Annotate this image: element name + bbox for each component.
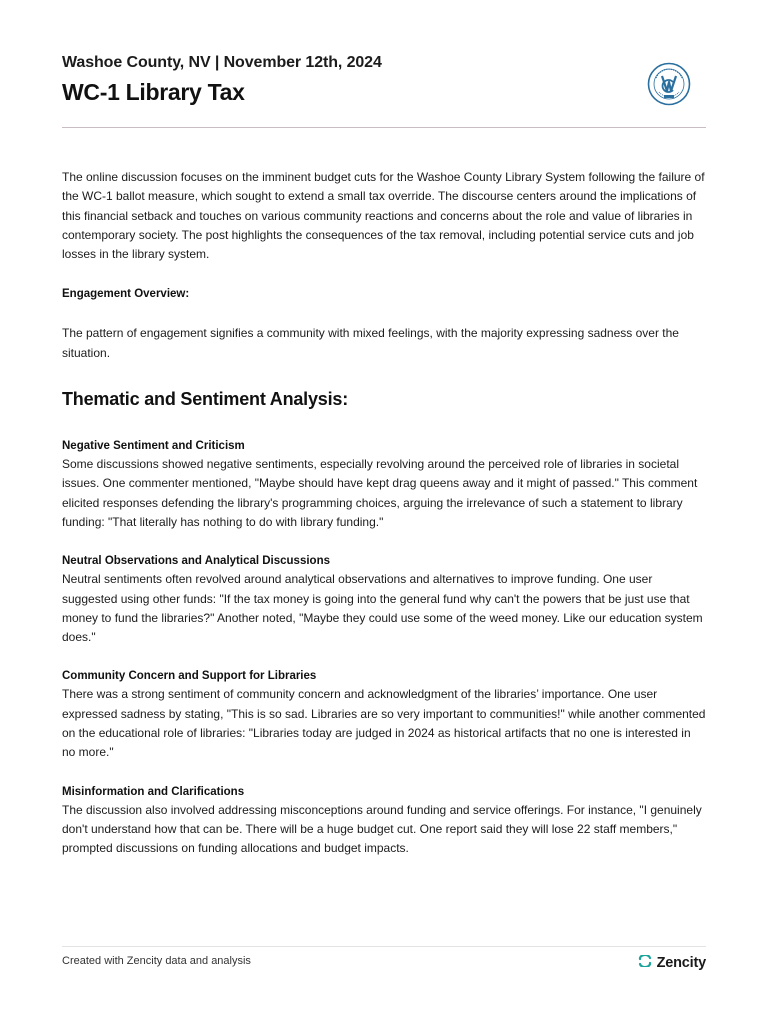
section-title: Misinformation and Clarifications [62, 785, 245, 798]
report-page [62, 0, 706, 1024]
section-text: The discussion also involved addressing misconceptions around funding and service offerings. For instance, "I genuinely don't understand how that can be. There will be a huge budget cut. One report said they will lose 22 staff members," prompted discussions on funding allocations and budget impacts. [62, 802, 702, 856]
analysis-section-misinformation [62, 783, 706, 859]
county-seal-icon [647, 62, 691, 106]
intro-paragraph: The online discussion focuses on the imminent budget cuts for the Washoe County Library System following the failure of the WC-1 ballot measure, which sought to extend a small tax override. The discourse centers around the implications of this financial setback and touches on various community reactions and concerns about the role and value of libraries in contemporary society. The post highlights the consequences of the tax removal, including potential service cuts and job losses in the library system. [62, 170, 705, 262]
section-title: Community Concern and Support for Libraries [62, 670, 317, 683]
section-text: Some discussions showed negative sentiments, especially revolving around the perceived role of libraries in societal issues. One commenter mentioned, "Maybe should have kept drag queens away and it might of passed." This comment elicited responses defending the library's programming choices, arguing the irrelevance of such a statement to library funding: "That literally has nothing to do with library funding." [62, 457, 698, 529]
section-text: Neutral sentiments often revolved around analytical observations and alternatives to improve funding. One user suggested using other funds: "If the tax money is going into the general fund why can't the powers that be just use that money to fund the libraries?" Another noted, "Maybe they could use some of the weed money. Like our education system does." [62, 572, 703, 645]
section-title: Neutral Observations and Analytical Discussions [62, 555, 330, 568]
location-date: Washoe County, NV | November 12th, 2024 [62, 54, 382, 71]
zencity-logo-icon [638, 954, 652, 972]
page-title: WC-1 Library Tax [62, 79, 245, 105]
section-title: Negative Sentiment and Criticism [62, 440, 245, 453]
footer-divider [62, 946, 706, 947]
analysis-section-negative [62, 437, 706, 532]
section-text: There was a strong sentiment of community concern and acknowledgment of the libraries’ importance. One user expressed sadness by stating, "This is so sad. Libraries are so very important to communities!" while another commented on the educational role of libraries: "Libraries today are judged in 2024 as historical artifacts that no one is interested in no more." [62, 687, 706, 760]
footer-note: Created with Zencity data and analysis [62, 955, 251, 967]
brand-name: Zencity [656, 955, 706, 971]
analysis-section-neutral [62, 552, 706, 647]
analysis-section-community [62, 667, 706, 762]
header-divider [62, 127, 706, 128]
engagement-heading: Engagement Overview: [62, 288, 190, 301]
zencity-brand [638, 954, 706, 972]
report-body [62, 168, 706, 879]
analysis-heading: Thematic and Sentiment Analysis: [62, 389, 349, 410]
engagement-text: The pattern of engagement signifies a community with mixed feelings, with the majority expressing sadness over the situation. [62, 326, 679, 360]
